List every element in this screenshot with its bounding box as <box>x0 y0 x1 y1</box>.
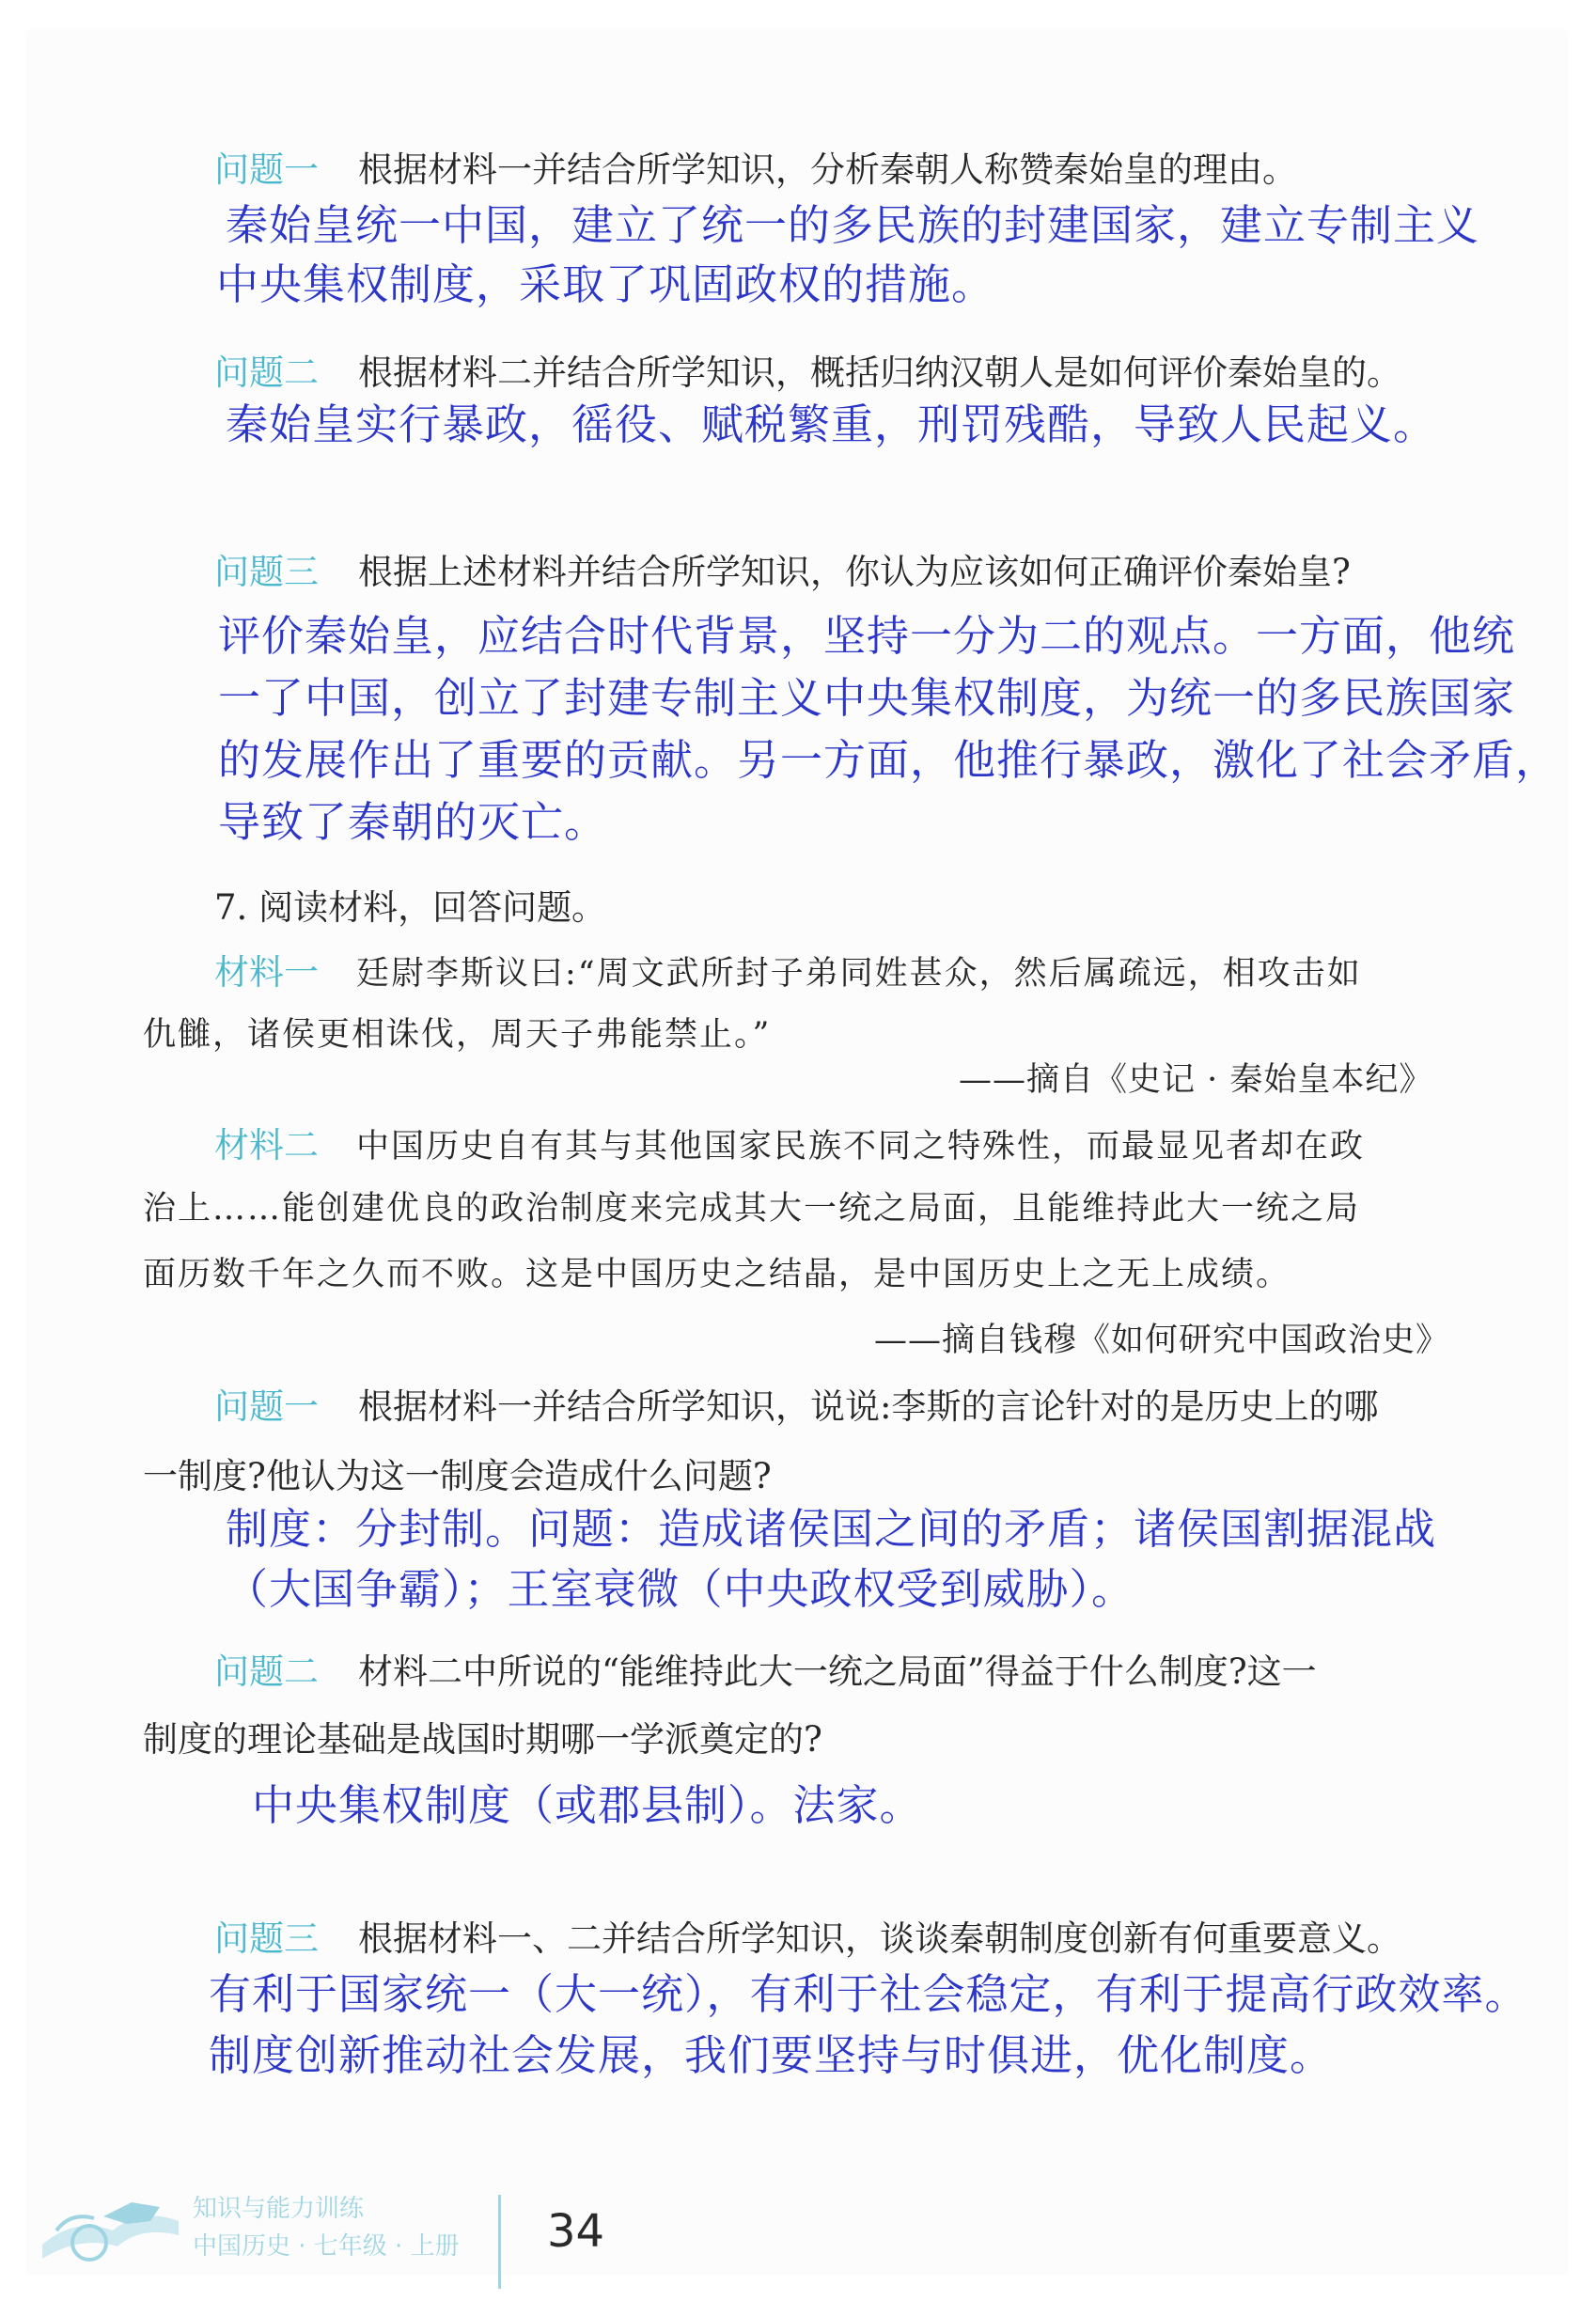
answer-line: 秦始皇实行暴政，徭役、赋税繁重，刑罚残酷，导致人民起义。 <box>226 399 1437 449</box>
question-heading: 7. 阅读材料，回答问题。 <box>214 887 607 928</box>
question-row <box>214 141 1297 192</box>
question-text: 根据上述材料并结合所学知识，你认为应该如何正确评价秦始皇? <box>358 552 1351 592</box>
question-label: 问题二 <box>214 352 319 393</box>
book-subtitle: 中国历史 · 七年级 · 上册 <box>193 2232 460 2261</box>
question-row <box>214 1378 1378 1429</box>
question-label: 问题二 <box>214 1651 319 1692</box>
question-text: 材料二中所说的“能维持此大一统之局面”得益于什么制度?这一 <box>358 1651 1317 1692</box>
answer-line: 一了中国，创立了封建专制主义中央集权制度，为统一的多民族国家 <box>218 673 1516 723</box>
question-label: 问题一 <box>214 1386 319 1427</box>
answer-line: 制度：分封制。问题：造成诸侯国之间的矛盾；诸侯国割据混战 <box>226 1504 1437 1554</box>
material-text: 仇雠，诸侯更相诛伐，周天子弗能禁止。” <box>143 1016 772 1054</box>
material-text: 治上……能创建优良的政治制度来完成其大一统之局面，且能维持此大一统之局 <box>143 1190 1361 1228</box>
question-label: 问题三 <box>214 1918 319 1959</box>
question-text: 根据材料二并结合所学知识，概括归纳汉朝人是如何评价秦始皇的。 <box>358 352 1401 393</box>
answer-line: （大国争霸）；王室衰微（中央政权受到威胁）。 <box>226 1564 1135 1614</box>
question-row <box>214 1910 1401 1961</box>
answer-line: 秦始皇统一中国，建立了统一的多民族的封建国家，建立专制主义 <box>226 200 1480 250</box>
answer-line: 中央集权制度（或郡县制）。法家。 <box>252 1780 923 1830</box>
answer-line: 的发展作出了重要的贡献。另一方面，他推行暴政，激化了社会矛盾， <box>218 735 1559 785</box>
question-text: 根据材料一、二并结合所学知识，谈谈秦朝制度创新有何重要意义。 <box>358 1918 1401 1959</box>
question-text: 制度的理论基础是战国时期哪一学派奠定的? <box>143 1719 822 1760</box>
material-row <box>214 944 1362 994</box>
answer-line: 中央集权制度，采取了巩固政权的措施。 <box>216 259 995 309</box>
material-source: ——摘自钱穆《如何研究中国政治史》 <box>874 1322 1450 1359</box>
material-text: 廷尉李斯议曰:“周文武所封子弟同姓甚众，然后属疏远，相攻击如 <box>356 955 1362 993</box>
chariot-logo-icon <box>38 2179 188 2265</box>
question-text: 根据材料一并结合所学知识，分析秦朝人称赞秦始皇的理由。 <box>358 149 1297 190</box>
question-text: 一制度?他认为这一制度会造成什么问题? <box>143 1456 772 1496</box>
question-text: 根据材料一并结合所学知识，说说:李斯的言论针对的是历史上的哪 <box>358 1386 1379 1427</box>
answer-line: 有利于国家统一（大一统），有利于社会稳定，有利于提高行政效率。 <box>209 1969 1528 2019</box>
material-text: 中国历史自有其与其他国家民族不同之特殊性，而最显见者却在政 <box>356 1128 1366 1166</box>
question-row <box>214 543 1351 594</box>
answer-line: 评价秦始皇，应结合时代背景，坚持一分为二的观点。一方面，他统 <box>218 611 1516 661</box>
question-label: 问题三 <box>214 552 319 592</box>
material-text: 面历数千年之久而不败。这是中国历史之结晶，是中国历史上之无上成绩。 <box>143 1256 1291 1293</box>
material-label: 材料一 <box>214 952 319 993</box>
question-row <box>214 1643 1317 1694</box>
footer-divider <box>498 2195 501 2289</box>
material-source: ——摘自《史记 · 秦始皇本纪》 <box>959 1061 1433 1099</box>
material-row <box>214 1117 1365 1167</box>
answer-line: 导致了秦朝的灭亡。 <box>218 797 608 847</box>
material-label: 材料二 <box>214 1125 319 1166</box>
page-number: 34 <box>547 2205 605 2258</box>
answer-line: 制度创新推动社会发展，我们要坚持与时俱进，优化制度。 <box>209 2030 1334 2080</box>
question-label: 问题一 <box>214 149 319 190</box>
question-row <box>214 344 1401 395</box>
book-title: 知识与能力训练 <box>193 2195 365 2223</box>
